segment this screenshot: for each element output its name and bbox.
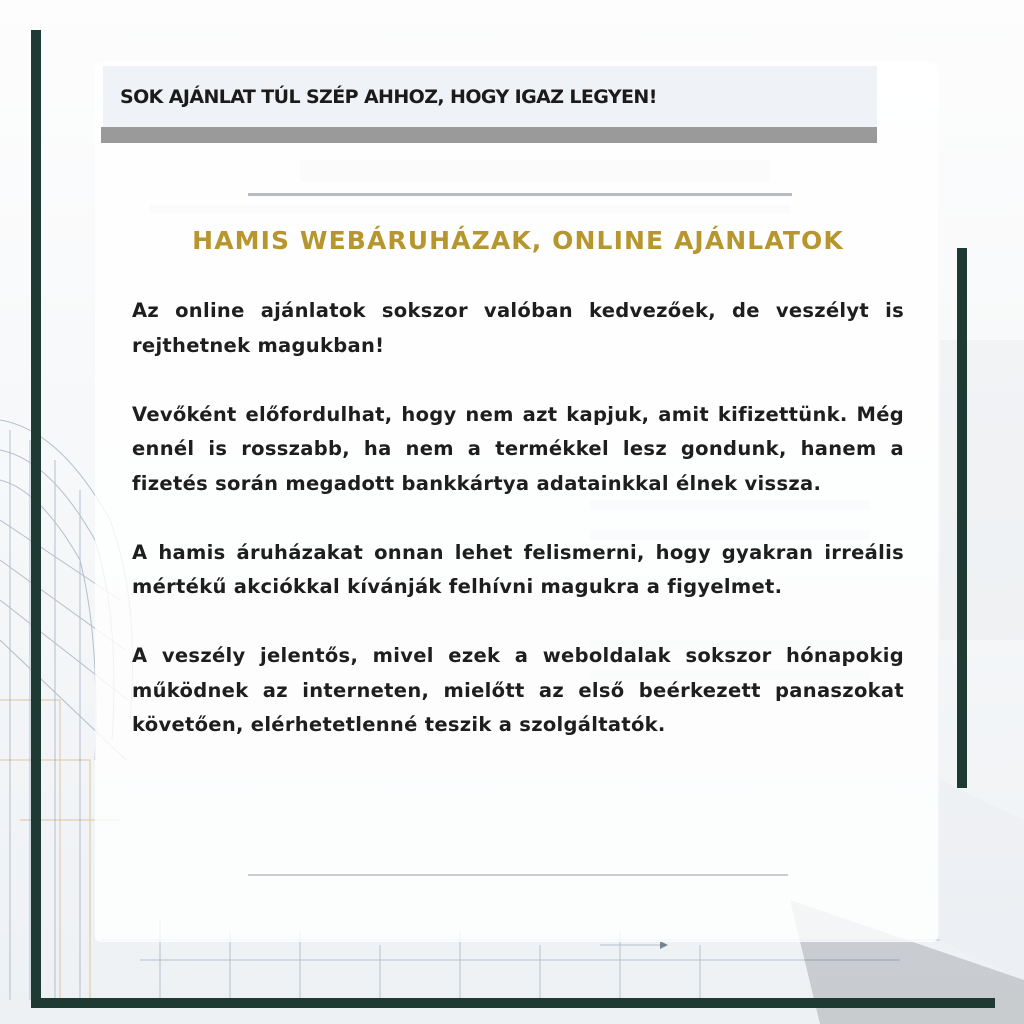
banner-underline-bar <box>101 127 877 143</box>
frame-bottom-border <box>31 998 995 1008</box>
paragraph-risk: Vevőként előfordulhat, hogy nem azt kapjuk, amit kifizettünk. Még ennél is rosszabb, ha nem a termékkel lesz gondunk, hanem a fizetés során megadott bankkártya adatainkkal élnek vissza. <box>132 402 904 495</box>
frame-left-border <box>31 30 41 1008</box>
paragraph-intro: Az online ajánlatok sokszor valóban kedvezőek, de veszélyt is rejthetnek magukban! <box>132 299 904 357</box>
title-divider <box>248 193 792 196</box>
banner-heading: SOK AJÁNLAT TÚL SZÉP AHHOZ, HOGY IGAZ LEGYEN! <box>120 86 657 108</box>
paragraph-recognition: A hamis áruházakat onnan lehet felismerni, hogy gyakran irreális mértékű akciókkal kívánják felhívni magukra a figyelmet. <box>132 540 904 598</box>
page-title: HAMIS WEBÁRUHÁZAK, ONLINE AJÁNLATOK <box>192 226 844 255</box>
body-text <box>132 294 904 743</box>
frame-right-border <box>957 248 967 788</box>
bottom-divider <box>248 874 788 876</box>
paragraph-danger: A veszély jelentős, mivel ezek a weboldalak sokszor hónapokig működnek az interneten, mielőtt az első beérkezett panaszokat követően, elérhetetlenné teszik a szolgáltatók. <box>132 644 904 736</box>
